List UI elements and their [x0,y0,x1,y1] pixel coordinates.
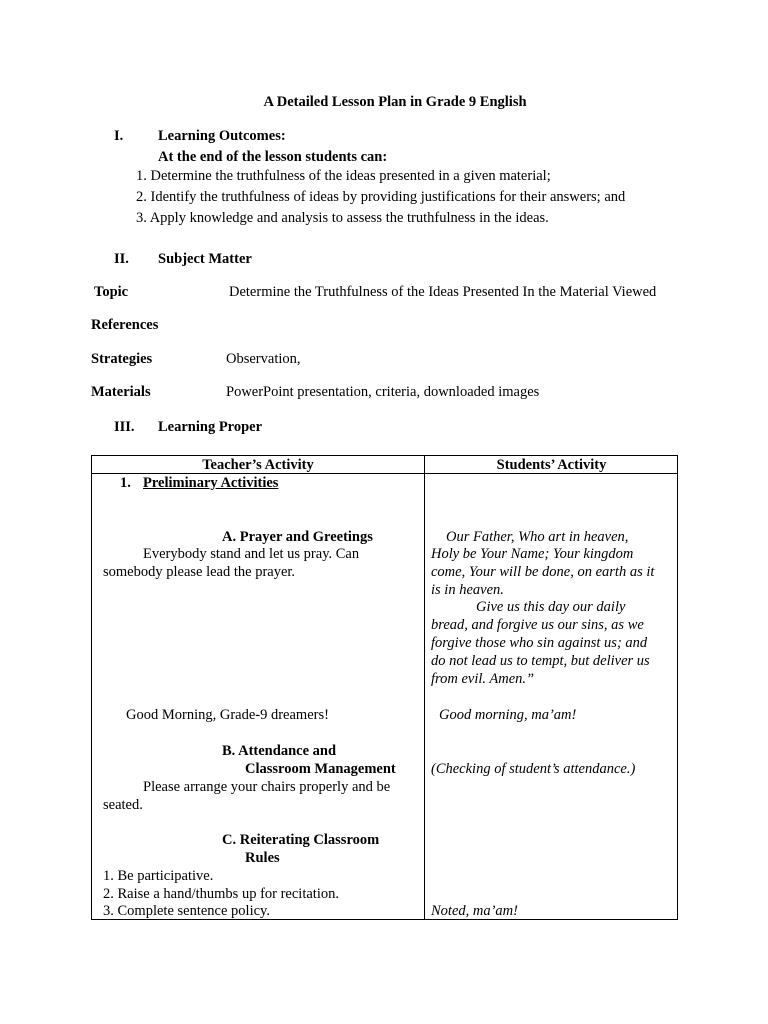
section-2-number: II. [114,251,129,267]
section-3-heading: Learning Proper [158,419,263,435]
greeting-reply: Good morning, ma’am! [439,707,577,723]
prayer-greetings-heading: A. Prayer and Greetings [222,529,373,545]
outcome-item: 3. Apply knowledge and analysis to assess the truthfulness in the ideas. [136,210,549,226]
strategies-value: Observation, [226,351,301,367]
prayer-line: from evil. Amen.” [431,671,535,687]
activity-table [91,455,678,920]
greeting-text: Good Morning, Grade-9 dreamers! [126,707,329,723]
attendance-reply: (Checking of student’s attendance.) [431,761,636,777]
section-3-number: III. [114,419,135,435]
rule-item: 3. Complete sentence policy. [103,903,270,919]
references-label: References [91,317,159,333]
rules-heading: C. Reiterating Classroom [222,832,380,848]
outcome-item: 1. Determine the truthfulness of the ideas presented in a given material; [136,168,551,184]
attendance-heading: Classroom Management [245,761,396,777]
prelim-heading: Preliminary Activities [143,475,279,491]
outcome-item: 2. Identify the truthfulness of ideas by providing justifications for their answers; and [136,189,626,205]
section-2-heading: Subject Matter [158,251,252,267]
table-column-divider [424,456,425,919]
students-activity-header: Students’ Activity [496,457,607,473]
materials-label: Materials [91,384,151,400]
rule-item: 2. Raise a hand/thumbs up for recitation. [103,886,339,902]
prayer-line: forgive those who sin against us; and [431,635,648,651]
topic-value: Determine the Truthfulness of the Ideas Presented In the Material Viewed [229,284,657,300]
prayer-line: Holy be Your Name; Your kingdom [431,546,634,562]
prelim-number: 1. [120,475,131,491]
document-title: A Detailed Lesson Plan in Grade 9 English [263,94,527,110]
section-1-subheading: At the end of the lesson students can: [158,149,388,165]
prayer-line: Give us this day our daily [476,599,626,615]
rules-reply: Noted, ma’am! [431,903,518,919]
materials-value: PowerPoint presentation, criteria, downloaded images [226,384,540,400]
attendance-instruction: Please arrange your chairs properly and be [143,779,391,795]
prayer-instruction: somebody please lead the prayer. [103,564,296,580]
prayer-instruction: Everybody stand and let us pray. Can [143,546,360,562]
attendance-heading: B. Attendance and [222,743,337,759]
rules-heading: Rules [245,850,280,866]
section-1-heading: Learning Outcomes: [158,128,286,144]
topic-label: Topic [94,284,129,300]
prayer-line: is in heaven. [431,582,504,598]
rule-item: 1. Be participative. [103,868,214,884]
prayer-line: do not lead us to tempt, but deliver us [431,653,650,669]
strategies-label: Strategies [91,351,153,367]
prayer-line: bread, and forgive us our sins, as we [431,617,644,633]
section-1-number: I. [114,128,124,144]
attendance-instruction: seated. [103,797,143,813]
prayer-line: come, Your will be done, on earth as it [431,564,655,580]
prayer-line: Our Father, Who art in heaven, [446,529,629,545]
teacher-activity-header: Teacher’s Activity [202,457,314,473]
